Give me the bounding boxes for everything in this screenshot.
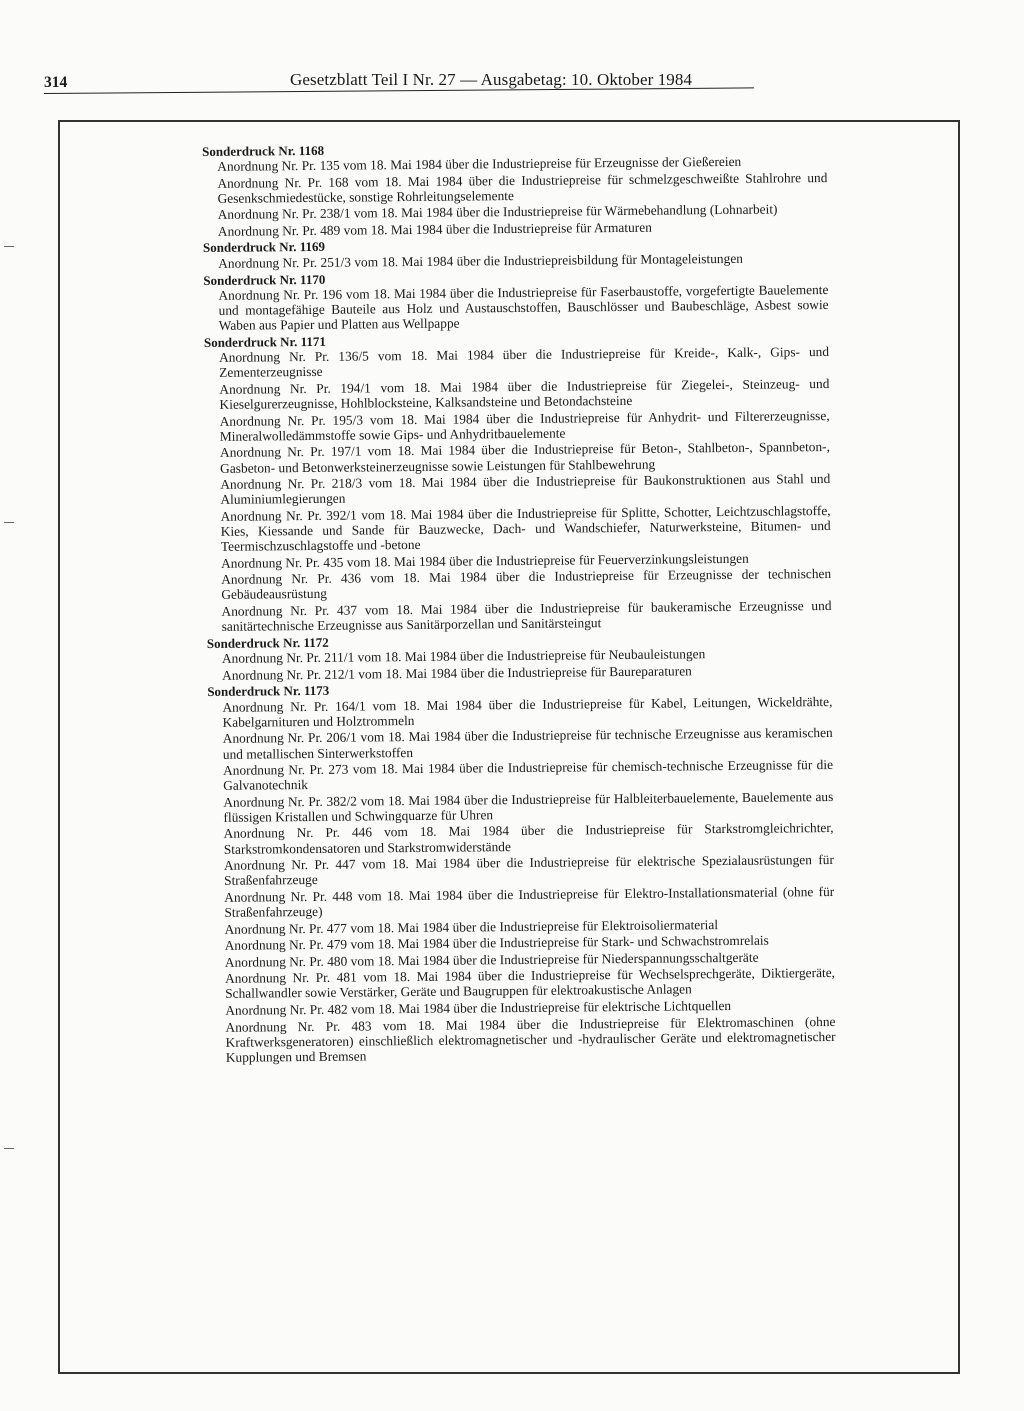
- anordnung-entry: Anordnung Nr. Pr. 197/1 vom 18. Mai 1984 über die Industriepreise für Beton-, Stahlbeton-, Spannbeton-, Gasbeton- und Betonwerksteinerzeugnisse sowie Leistungen für Stahlbewehrung: [219, 439, 831, 476]
- anordnung-entry: Anordnung Nr. Pr. 481 vom 18. Mai 1984 über die Industriepreise für Wechselsprechgeräte, Diktiergeräte, Schallwandler sowie Verstärker, Geräte und Baugruppen für elektroakustische Anlagen: [224, 965, 836, 1002]
- anordnung-entry: Anordnung Nr. Pr. 437 vom 18. Mai 1984 über die Industriepreise für baukeramische Erzeugnisse und sanitärtechnische Erzeugnisse aus Sanitärporzellan und Sanitärsteingut: [221, 597, 832, 634]
- margin-mark: [4, 246, 14, 247]
- anordnung-entry: Anordnung Nr. Pr. 238/1 vom 18. Mai 1984 über die Industriepreise für Wärmebehandlung (Lohnarbeit): [217, 201, 778, 223]
- section-title: Sonderdruck Nr. 1171: [203, 333, 326, 350]
- anordnung-entry: Anordnung Nr. Pr. 206/1 vom 18. Mai 1984 über die Industriepreise für technische Erzeugnisse aus keramischen und metallischen Sinterwerkstoffen: [222, 725, 833, 762]
- anordnung-entry: Anordnung Nr. Pr. 435 vom 18. Mai 1984 über die Industriepreise für Feuerverzinkungsleistungen: [220, 550, 749, 571]
- section-title: Sonderdruck Nr. 1173: [207, 683, 330, 700]
- anordnung-entry: Anordnung Nr. Pr. 477 vom 18. Mai 1984 über die Industriepreise für Elektroisoliermaterial: [224, 916, 719, 937]
- anordnung-entry: Anordnung Nr. Pr. 136/5 vom 18. Mai 1984 über die Industriepreise für Kreide-, Kalk-, Gips- und Zementerzeugnisse: [218, 344, 830, 381]
- anordnung-entry: Anordnung Nr. Pr. 382/2 vom 18. Mai 1984 über die Industriepreise für Halbleiterbauelemente, Bauelemente aus flüssigen Kristallen und Schwingquarze für Uhren: [223, 788, 834, 825]
- margin-mark: [4, 1148, 14, 1149]
- anordnung-entry: Anordnung Nr. Pr. 448 vom 18. Mai 1984 über die Industriepreise für Elektro-Installationsmaterial (ohne für Straßenfahrzeuge): [224, 883, 835, 920]
- margin-mark: [4, 522, 14, 523]
- anordnung-entry: Anordnung Nr. Pr. 479 vom 18. Mai 1984 über die Industriepreise für Stark- und Schwachstromrelais: [224, 932, 769, 953]
- anordnung-entry: Anordnung Nr. Pr. 251/3 vom 18. Mai 1984 über die Industriepreisbildung für Montageleistungen: [218, 250, 743, 271]
- anordnung-entry: Anordnung Nr. Pr. 212/1 vom 18. Mai 1984 über die Industriepreise für Baureparaturen: [222, 662, 692, 683]
- running-head: Gesetzblatt Teil I Nr. 27 — Ausgabetag: 10. Oktober 1984: [290, 70, 693, 89]
- anordnung-entry: Anordnung Nr. Pr. 273 vom 18. Mai 1984 über die Industriepreise für chemisch-technische Erzeugnisse für die Galvanotechnik: [222, 757, 834, 794]
- notice-list: [202, 136, 836, 1066]
- anordnung-entry: Anordnung Nr. Pr. 135 vom 18. Mai 1984 über die Industriepreise für Erzeugnisse der Gießereien: [217, 153, 742, 174]
- section-title: Sonderdruck Nr. 1172: [206, 634, 329, 651]
- anordnung-entry: Anordnung Nr. Pr. 196 vom 18. Mai 1984 über die Industriepreise für Faserbaustoffe, vorgefertigte Bauelemente und montagefähige Bauteile aus Holz und Austauschstoffen, Bauschlösser und Baubeschläge, Asbest sowie Waben aus Papier und Platten aus Wellpappe: [218, 282, 829, 334]
- sonderdruck-section: [202, 138, 828, 239]
- anordnung-entry: Anordnung Nr. Pr. 164/1 vom 18. Mai 1984 über die Industriepreise für Kabel, Leitungen, Wickeldrähte, Kabelgarnituren und Holztrommeln: [222, 693, 833, 730]
- anordnung-entry: Anordnung Nr. Pr. 211/1 vom 18. Mai 1984 über die Industriepreise für Neubauleistungen: [221, 646, 706, 666]
- sonderdruck-section: [204, 329, 832, 634]
- sonderdruck-section: [203, 234, 828, 271]
- sonderdruck-section: [207, 678, 836, 1065]
- anordnung-entry: Anordnung Nr. Pr. 168 vom 18. Mai 1984 über die Industriepreise für schmelzgeschweißte Stahlrohre und Gesenkschmiedestücke, sonstige Rohrleitungselemente: [217, 169, 828, 206]
- anordnung-entry: Anordnung Nr. Pr. 194/1 vom 18. Mai 1984 über die Industriepreise für Ziegelei-, Steinzeug- und Kieselgurerzeugnisse, Hohlblocksteine, Kalksandsteine und Betondachsteine: [219, 376, 830, 412]
- anordnung-entry: Anordnung Nr. Pr. 447 vom 18. Mai 1984 über die Industriepreise für elektrische Spezialausrüstungen für Straßenfahrzeuge: [223, 852, 834, 889]
- anordnung-entry: Anordnung Nr. Pr. 218/3 vom 18. Mai 1984 über die Industriepreise für Baukonstruktionen aus Stahl und Aluminiumlegierungen: [220, 471, 831, 508]
- section-title: Sonderdruck Nr. 1170: [203, 271, 326, 288]
- anordnung-entry: Anordnung Nr. Pr. 446 vom 18. Mai 1984 über die Industriepreise für Starkstromgleichrichter, Starkstromkondensatoren und Starkstromwiderstände: [223, 820, 834, 857]
- section-title: Sonderdruck Nr. 1168: [202, 142, 325, 159]
- anordnung-entry: Anordnung Nr. Pr. 489 vom 18. Mai 1984 über die Industriepreise für Armaturen: [217, 219, 652, 239]
- sonderdruck-section: [207, 630, 832, 683]
- page-number: 314: [44, 74, 68, 91]
- anordnung-entry: Anordnung Nr. Pr. 436 vom 18. Mai 1984 über die Industriepreise für Erzeugnisse der technischen Gebäudeausrüstung: [221, 566, 832, 603]
- anordnung-entry: Anordnung Nr. Pr. 483 vom 18. Mai 1984 über die Industriepreise für Elektromaschinen (ohne Kraftwerksgeneratoren) einschließlich elektromagnetischer und -hydraulischer Geräte und elektromagnetischer Kupplungen und Bremsen: [225, 1013, 836, 1065]
- anordnung-entry: Anordnung Nr. Pr. 195/3 vom 18. Mai 1984 über die Industriepreise für Anhydrit- und Filtererzeugnisse, Mineralwolledämmstoffe sowie Gips- und Anhydritbauelemente: [219, 407, 830, 444]
- anordnung-entry: Anordnung Nr. Pr. 482 vom 18. Mai 1984 über die Industriepreise für elektrische Lichtquellen: [225, 997, 732, 1018]
- sonderdruck-section: [203, 267, 829, 334]
- anordnung-entry: Anordnung Nr. Pr. 480 vom 18. Mai 1984 über die Industriepreise für Niederspannungsschaltgeräte: [224, 949, 759, 970]
- anordnung-entry: Anordnung Nr. Pr. 392/1 vom 18. Mai 1984 über die Industriepreise für Splitte, Schotter, Leichtzuschlagstoffe, Kies, Kiessande und Sande für Bauzwecke, Dach- und Wandschiefer, Naturwerksteine, Bitumen- und Teermischzuschlagstoffe und -betone: [220, 502, 831, 554]
- section-title: Sonderdruck Nr. 1169: [202, 239, 326, 256]
